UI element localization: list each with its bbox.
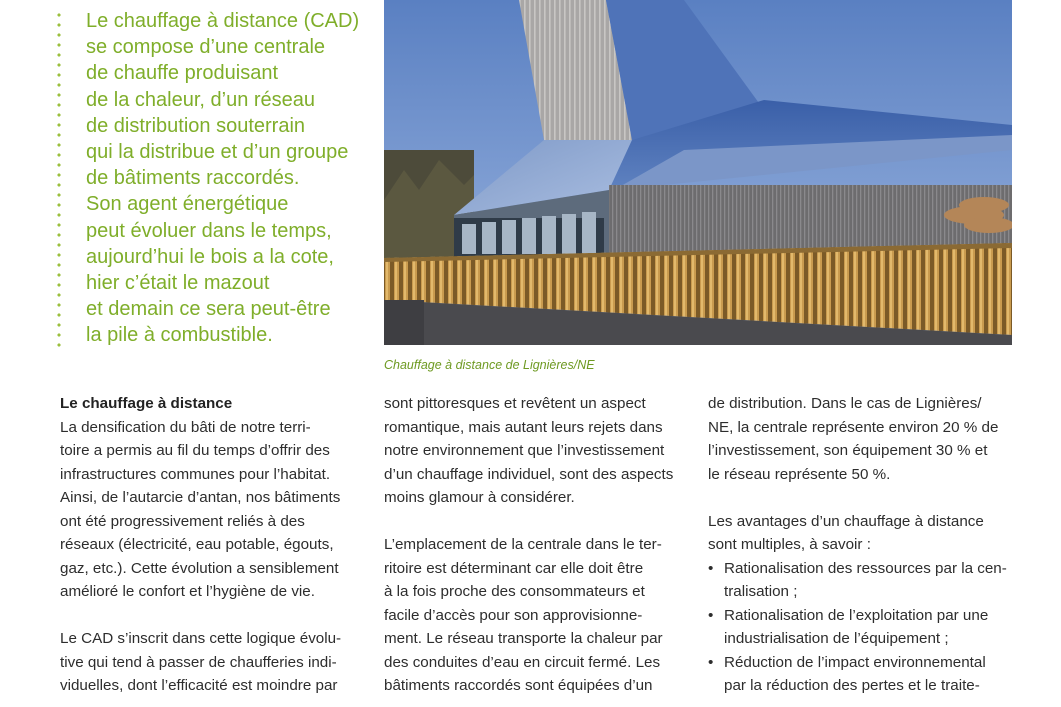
- pull-quote-line: Le chauffage à distance (CAD): [86, 10, 360, 32]
- pull-quote-line: peut évoluer dans le temps,: [86, 219, 332, 242]
- text-column-1: [60, 392, 364, 698]
- heating-plant-photo: [384, 0, 1012, 345]
- body-line: ont été progressivement reliés à des: [60, 512, 305, 530]
- body-line: bâtiments raccordés sont équipées d’un: [384, 677, 653, 694]
- body-line: amélioré le confort et l’hygiène de vie.: [60, 583, 315, 600]
- body-line: l’investissement, son équipement 30 % et: [708, 442, 988, 459]
- body-line: viduelles, dont l’efficacité est moindre par: [60, 677, 338, 694]
- pull-quote-line: de chauffe produisant: [86, 62, 279, 85]
- pull-quote-line: de bâtiments raccordés.: [86, 167, 300, 190]
- body-line: romantique, mais autant leurs rejets dans: [384, 418, 663, 436]
- body-line: infrastructures communes pour l’habitat.: [60, 465, 331, 483]
- pull-quote-line: de la chaleur, d’un réseau: [86, 88, 316, 111]
- bullet-continuation: par la réduction des pertes et le traite-: [724, 677, 980, 694]
- bullet-item: [708, 557, 1012, 581]
- body-line: le réseau représente 50 %.: [708, 465, 891, 483]
- dotted-rule: [56, 10, 62, 350]
- body-line: La densification du bâti de notre terri-: [60, 418, 311, 436]
- pull-quote-line: Son agent énergétique: [86, 193, 289, 216]
- text-column-2: [384, 392, 688, 698]
- bullet-icon: •: [708, 559, 714, 577]
- body-line: sont multiples, à savoir :: [708, 536, 871, 553]
- body-line: tive qui tend à passer de chaufferies indi-: [60, 653, 337, 671]
- body-line: ritoire est déterminant car elle doit être: [384, 559, 644, 577]
- pull-quote-line: hier c’était le mazout: [86, 272, 270, 295]
- body-line: Le CAD s’inscrit dans cette logique évolu-: [60, 630, 342, 647]
- body-line: Les avantages d’un chauffage à distance: [708, 512, 984, 530]
- pull-quote-line: aujourd’hui le bois a la cote,: [86, 245, 334, 268]
- pull-quote-line: de distribution souterrain: [86, 114, 306, 137]
- body-line: sont pittoresques et revêtent un aspect: [384, 395, 646, 412]
- body-line: toire a permis au fil du temps d’offrir des: [60, 442, 330, 459]
- body-line: Ainsi, de l’autarcie d’antan, nos bâtiments: [60, 489, 341, 506]
- pull-quote-line: qui la distribue et d’un groupe: [86, 141, 349, 164]
- body-line: de distribution. Dans le cas de Lignières/: [708, 395, 982, 412]
- text-column-3: [708, 392, 1012, 698]
- body-line: NE, la centrale représente environ 20 % de: [708, 418, 999, 436]
- photo-caption: Chauffage à distance de Lignières/NE: [384, 358, 595, 372]
- pull-quote-line: se compose d’une centrale: [86, 36, 326, 59]
- pull-quote-line: la pile à combustible.: [86, 324, 273, 347]
- bullet-icon: •: [708, 653, 714, 671]
- body-line: facile d’accès pour son approvisionne-: [384, 606, 643, 624]
- pull-quote-line: et demain ce sera peut-être: [86, 298, 331, 321]
- bullet-text: Réduction de l’impact environnemental: [724, 653, 986, 671]
- bullet-continuation: tralisation ;: [724, 583, 798, 600]
- section-heading: Le chauffage à distance: [60, 395, 233, 412]
- body-line: gaz, etc.). Cette évolution a sensiblement: [60, 559, 339, 577]
- body-line: d’un chauffage individuel, sont des aspects: [384, 465, 674, 483]
- body-line: réseaux (électricité, eau potable, égouts,: [60, 536, 334, 553]
- body-line: L’emplacement de la centrale dans le ter-: [384, 536, 662, 553]
- body-line: à la fois proche des consommateurs et: [384, 583, 645, 600]
- body-line: moins glamour à considérer.: [384, 489, 575, 506]
- body-line: ment. Le réseau transporte la chaleur par: [384, 630, 663, 647]
- pull-quote: [86, 8, 376, 349]
- bullet-item: [708, 651, 1012, 675]
- bullet-continuation: industrialisation de l’équipement ;: [724, 630, 949, 647]
- body-line: des conduites d’eau en circuit fermé. Les: [384, 653, 661, 671]
- bullet-item: [708, 604, 1012, 628]
- bullet-icon: •: [708, 606, 714, 624]
- bullet-text: Rationalisation de l’exploitation par une: [724, 606, 989, 624]
- body-line: notre environnement que l’investissement: [384, 442, 665, 459]
- bullet-text: Rationalisation des ressources par la cen-: [724, 559, 1007, 577]
